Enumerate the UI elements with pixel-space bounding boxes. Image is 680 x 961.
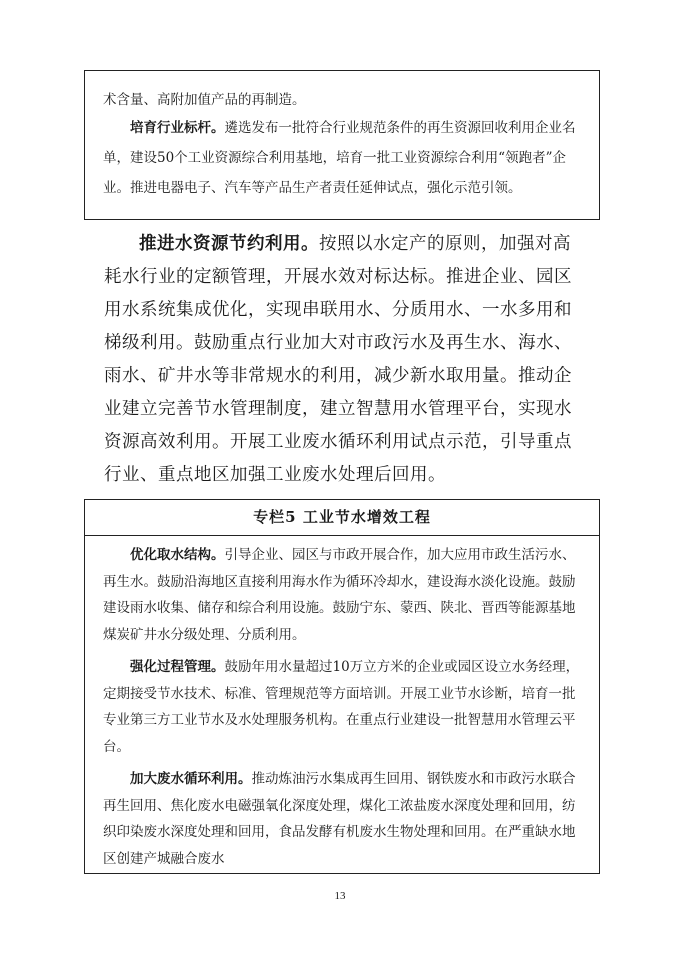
paragraph-lead: 加大废水循环利用。 <box>130 771 252 787</box>
main-body <box>104 228 584 492</box>
box-paragraph <box>103 542 581 648</box>
box-paragraph <box>103 766 581 872</box>
box-paragraph <box>103 113 581 203</box>
box-paragraph <box>103 654 581 760</box>
main-paragraph <box>104 228 584 492</box>
paragraph-lead: 培育行业标杆。 <box>130 120 225 136</box>
main-paragraph-lead: 推进水资源节约利用。 <box>139 234 319 254</box>
paragraph-text: 引导企业、园区与市政开展合作，加大应用市政生活污水、再生水。鼓励沿海地区直接利用海水作为循环冷却水，建设海水淡化设施。鼓励建设雨水收集、储存和综合利用设施。鼓励宁东、蒙西、陕北、晋西等能源基地煤炭矿井水分级处理、分质利用。 <box>103 547 576 643</box>
paragraph-text: 推动炼油污水集成再生回用、钢铁废水和市政污水联合再生回用、焦化废水电磁强氧化深度处理，煤化工浓盐废水深度处理和回用，纺织印染废水深度处理和回用，食品发酵有机废水生物处理和回用。在严重缺水地区创建产城融合废水 <box>103 771 576 867</box>
feature-box-content <box>85 536 599 872</box>
feature-box-5 <box>84 499 600 874</box>
continuation-line: 术含量、高附加值产品的再制造。 <box>103 92 306 108</box>
feature-box-title: 专栏5 工业节水增效工程 <box>85 500 599 536</box>
paragraph-lead: 强化过程管理。 <box>130 659 225 675</box>
text-box-continued <box>84 70 600 220</box>
main-paragraph-text: 按照以水定产的原则，加强对高耗水行业的定额管理，开展水效对标达标。推进企业、园区用水系统集成优化，实现串联用水、分质用水、一水多用和梯级利用。鼓励重点行业加大对市政污水及再生水、海水、雨水、矿井水等非常规水的利用，减少新水取用量。推动企业建立完善节水管理制度，建立智慧用水管理平台，实现水资源高效利用。开展工业废水循环利用试点示范，引导重点行业、重点地区加强工业废水处理后回用。 <box>104 234 572 485</box>
page-number: 13 <box>334 890 346 902</box>
paragraph-lead: 优化取水结构。 <box>130 547 225 563</box>
paragraph-text: 遴选发布一批符合行业规范条件的再生资源回收利用企业名单，建设50个工业资源综合利用基地，培育一批工业资源综合利用“领跑者”企业。推进电器电子、汽车等产品生产者责任延伸试点，强化示范引领。 <box>103 120 576 196</box>
paragraph-text: 鼓励年用水量超过10万立方米的企业或园区设立水务经理，定期接受节水技术、标准、管理规范等方面培训。开展工业节水诊断，培育一批专业第三方工业节水及水处理服务机构。在重点行业建设一批智慧用水管理云平台。 <box>103 659 580 755</box>
